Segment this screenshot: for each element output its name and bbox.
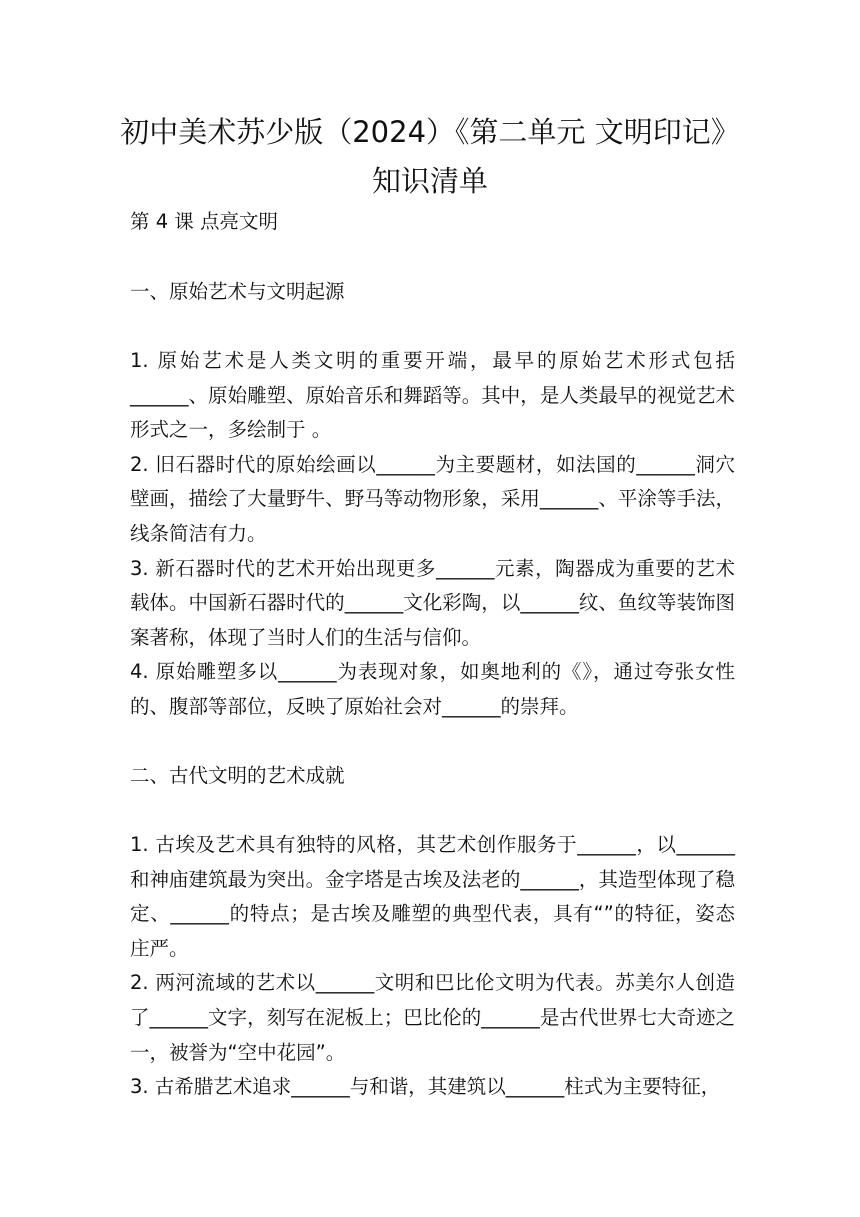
list-item: 1. 古埃及艺术具有独特的风格，其艺术创作服务于______，以______和神庙建筑最为突出。金字塔是古埃及法老的______，其造型体现了稳定、______的特点；是古埃及雕塑的典型代表，具有“”的特征，姿态庄严。 — [130, 833, 735, 960]
section-list-ancient-civilizations — [130, 828, 735, 1105]
list-item: 2. 旧石器时代的原始绘画以______为主要题材，如法国的______洞穴壁画，描绘了大量野牛、野马等动物形象，采用______、平涂等手法，线条简洁有力。 — [130, 452, 735, 545]
document-title-line1: 初中美术苏少版（2024）《第二单元 文明印记》 — [120, 115, 740, 149]
list-item: 3. 古希腊艺术追求______与和谐，其建筑以______柱式为主要特征， — [130, 1075, 721, 1099]
section-list-primitive-art — [130, 344, 735, 725]
lesson-heading: 第 4 课 点亮文明 — [130, 210, 279, 233]
list-item: 1. 原始艺术是人类文明的重要开端，最早的原始艺术形式包括______、原始雕塑、原始音乐和舞蹈等。其中，是人类最早的视觉艺术形式之一，多绘制于 。 — [130, 349, 735, 442]
section-heading-primitive-art: 一、原始艺术与文明起源 — [130, 280, 345, 303]
list-item: 3. 新石器时代的艺术开始出现更多______元素，陶器成为重要的艺术载体。中国新石器时代的______文化彩陶，以______纹、鱼纹等装饰图案著称，体现了当时人们的生活与信仰。 — [130, 556, 735, 649]
document-title-line2: 知识清单 — [371, 164, 488, 198]
section-heading-ancient-civilizations: 二、古代文明的艺术成就 — [130, 764, 345, 787]
list-item: 4. 原始雕塑多以______为表现对象，如奥地利的《》，通过夸张女性的、腹部等部位，反映了原始社会对______的崇拜。 — [130, 660, 735, 718]
list-item: 2. 两河流域的艺术以______文明和巴比伦文明为代表。苏美尔人创造了______文字，刻写在泥板上；巴比伦的______是古代世界七大奇迹之一，被誉为“空中花园”。 — [130, 971, 735, 1064]
